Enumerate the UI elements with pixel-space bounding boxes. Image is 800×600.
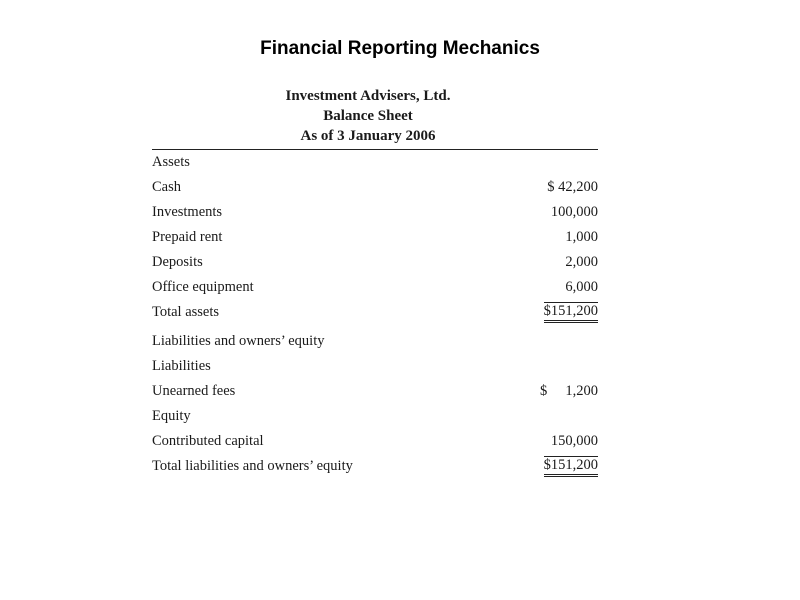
statement-date: As of 3 January 2006 <box>300 128 436 144</box>
row-label: Contributed capital <box>152 433 264 449</box>
slide-title: Financial Reporting Mechanics <box>260 38 540 59</box>
row-value: 1,200 <box>565 383 598 399</box>
assets-heading-row <box>152 150 598 175</box>
liabilities-heading: Liabilities <box>152 358 211 374</box>
total-liab-equity-row <box>152 454 598 479</box>
table-row <box>152 379 598 404</box>
dollar-sign: $ <box>540 383 548 399</box>
total-assets-amount: $151,200 <box>544 302 598 323</box>
row-amount: $ 42,200 <box>547 179 598 195</box>
table-row <box>152 429 598 454</box>
row-amount: 6,000 <box>565 279 598 295</box>
row-label: Investments <box>152 204 223 220</box>
equity-heading: Equity <box>152 408 191 424</box>
assets-heading: Assets <box>152 154 190 170</box>
table-row <box>152 225 598 250</box>
equity-heading-row <box>152 404 598 429</box>
liab-equity-heading-row <box>152 329 598 354</box>
row-label: Office equipment <box>152 279 254 295</box>
row-label: Unearned fees <box>152 383 236 399</box>
liabilities-heading-row <box>152 354 598 379</box>
statement-name: Balance Sheet <box>323 108 413 124</box>
row-amount: 2,000 <box>565 254 598 270</box>
row-amount <box>540 383 598 400</box>
liab-equity-heading: Liabilities and owners’ equity <box>152 333 325 349</box>
row-amount: 150,000 <box>550 433 598 449</box>
table-row <box>152 175 598 200</box>
total-liab-equity-amount: $151,200 <box>544 456 598 477</box>
total-assets-label: Total assets <box>152 304 220 320</box>
table-row <box>152 200 598 225</box>
total-liab-equity-label: Total liabilities and owners’ equity <box>152 458 353 474</box>
row-label: Prepaid rent <box>152 229 223 245</box>
balance-sheet <box>152 86 598 479</box>
total-assets-row <box>152 300 598 325</box>
row-amount: 100,000 <box>550 204 598 220</box>
company-name: Investment Advisers, Ltd. <box>285 88 451 104</box>
table-row <box>152 250 598 275</box>
row-label: Deposits <box>152 254 203 270</box>
statement-header <box>138 86 598 146</box>
table-row <box>152 275 598 300</box>
row-amount: 1,000 <box>565 229 598 245</box>
row-label: Cash <box>152 179 181 195</box>
